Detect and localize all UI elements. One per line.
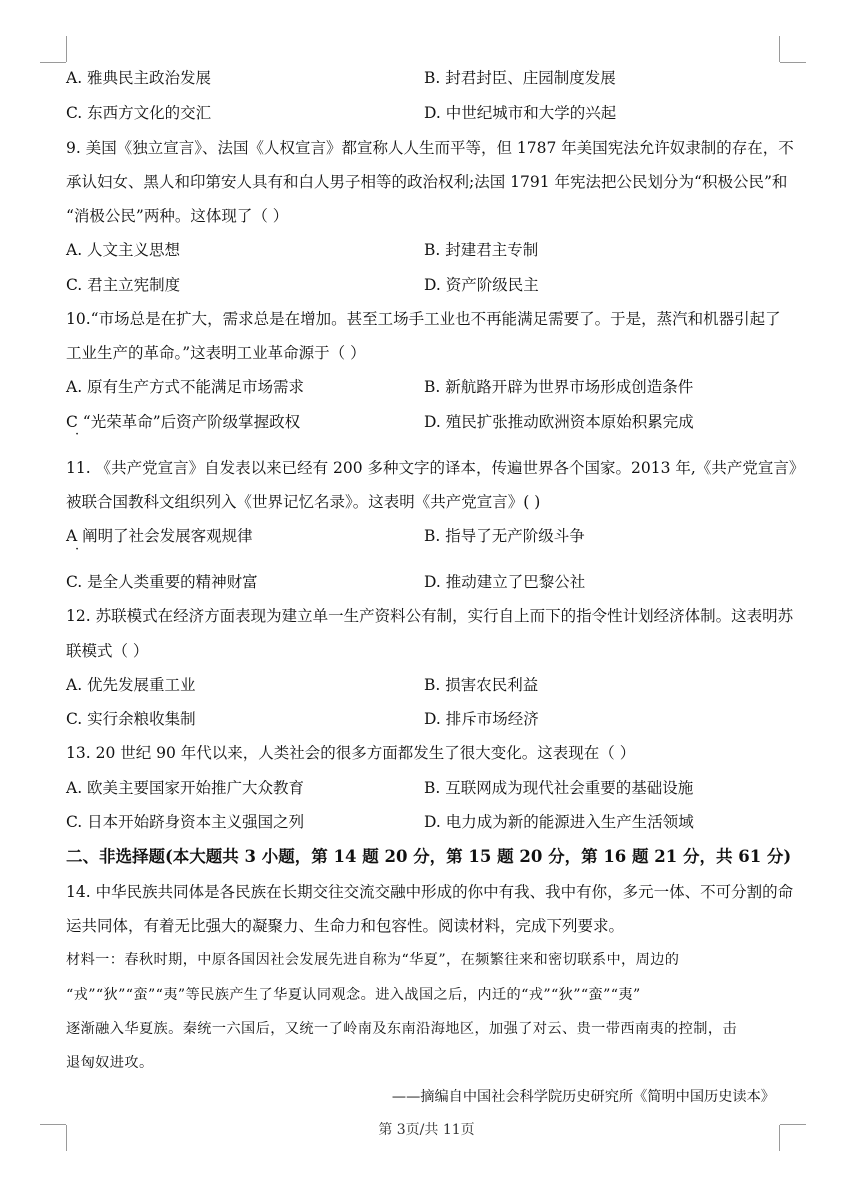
q12-option-d: D. 排斥市场经济 bbox=[424, 710, 539, 728]
q14-material-source: ——摘编自中国社会科学院历史研究所《简明中国历史读本》 bbox=[391, 1089, 775, 1105]
q12-option-b: B. 损害农民利益 bbox=[424, 676, 539, 694]
q10-stem-line-1: 10.“市场总是在扩大，需求总是在增加。甚至工场手工业也不再能满足需要了。于是，蒸汽和机器引起了 bbox=[66, 310, 781, 328]
q11-option-a: A 阐明了社会发展客观规律 bbox=[66, 527, 253, 545]
q11-stem-line-2: 被联合国教科文组织列入《世界记忆名录》。这表明《共产党宣言》( ) bbox=[66, 493, 541, 511]
q8-option-d: D. 中世纪城市和大学的兴起 bbox=[424, 104, 617, 122]
q8-option-b: B. 封君封臣、庄园制度发展 bbox=[424, 69, 616, 87]
q10-option-a: A. 原有生产方式不能满足市场需求 bbox=[66, 378, 305, 396]
q14-material-line-2: “戎”“狄”“蛮”“夷”等民族产生了华夏认同观念。进入战国之后，内迁的“戎”“狄”“蛮”“夷” bbox=[66, 987, 641, 1003]
crop-mark-top-right-v bbox=[779, 36, 780, 62]
q9-option-b: B. 封建君主专制 bbox=[424, 241, 539, 259]
q10-option-d: D. 殖民扩张推动欧洲资本原始积累完成 bbox=[424, 413, 694, 431]
crop-mark-top-left-v bbox=[66, 36, 67, 62]
section-2-heading: 二、非选择题(本大题共 3 小题，第 14 题 20 分，第 15 题 20 分，第 16 题 21 分，共 61 分) bbox=[66, 847, 792, 866]
q12-stem-line-1: 12. 苏联模式在经济方面表现为建立单一生产资料公有制，实行自上而下的指令性计划经济体制。这表明苏 bbox=[66, 607, 794, 625]
q13-option-c: C. 日本开始跻身资本主义强国之列 bbox=[66, 813, 305, 831]
q14-stem-line-2: 运共同体，有着无比强大的凝聚力、生命力和包容性。阅读材料，完成下列要求。 bbox=[66, 917, 625, 935]
q8-option-a: A. 雅典民主政治发展 bbox=[66, 69, 212, 87]
crop-mark-top-left-h bbox=[40, 62, 66, 63]
q14-stem-line-1: 14. 中华民族共同体是各民族在长期交往交流交融中形成的你中有我、我中有你，多元一体、不可分割的命 bbox=[66, 883, 794, 901]
q8-option-c: C. 东西方文化的交汇 bbox=[66, 104, 212, 122]
q10-option-b: B. 新航路开辟为世界市场形成创造条件 bbox=[424, 378, 694, 396]
q9-option-a: A. 人文主义思想 bbox=[66, 241, 181, 259]
q11-option-a-dot: · bbox=[75, 542, 80, 557]
q12-stem-line-2: 联模式（ ） bbox=[66, 642, 149, 660]
q10-option-c-dot: · bbox=[75, 427, 80, 442]
q11-option-d: D. 推动建立了巴黎公社 bbox=[424, 573, 586, 591]
q9-stem-line-3: “消极公民”两种。这体现了（ ） bbox=[66, 207, 289, 225]
q9-stem-line-1: 9. 美国《独立宣言》、法国《人权宣言》都宣称人人生而平等，但 1787 年美国宪法允许奴隶制的存在，不 bbox=[66, 139, 794, 157]
q13-stem-line-1: 13. 20 世纪 90 年代以来，人类社会的很多方面都发生了很大变化。这表现在（ ） bbox=[66, 744, 636, 762]
q11-stem-line-1: 11. 《共产党宣言》自发表以来已经有 200 多种文字的译本，传遍世界各个国家。2013 年,《共产党宣言》 bbox=[66, 459, 805, 477]
page-number: 第 3页/共 11页 bbox=[378, 1122, 475, 1138]
q12-option-c: C. 实行余粮收集制 bbox=[66, 710, 196, 728]
q11-option-c: C. 是全人类重要的精神财富 bbox=[66, 573, 258, 591]
q13-option-d: D. 电力成为新的能源进入生产生活领域 bbox=[424, 813, 694, 831]
q14-material-line-3: 逐渐融入华夏族。秦统一六国后，又统一了岭南及东南沿海地区，加强了对云、贵一带西南夷的控制，击 bbox=[66, 1021, 738, 1037]
q10-stem-line-2: 工业生产的革命。”这表明工业革命源于（ ） bbox=[66, 344, 366, 362]
q13-option-a: A. 欧美主要国家开始推广大众教育 bbox=[66, 779, 305, 797]
q14-material-line-1: 材料一：春秋时期，中原各国因社会发展先进自称为“华夏”，在频繁往来和密切联系中，周边的 bbox=[66, 952, 680, 968]
q13-option-b: B. 互联网成为现代社会重要的基础设施 bbox=[424, 779, 694, 797]
q9-option-d: D. 资产阶级民主 bbox=[424, 276, 539, 294]
q9-option-c: C. 君主立宪制度 bbox=[66, 276, 181, 294]
q12-option-a: A. 优先发展重工业 bbox=[66, 676, 196, 694]
q14-material-line-4: 退匈奴进攻。 bbox=[66, 1055, 154, 1071]
q9-stem-line-2: 承认妇女、黑人和印第安人具有和白人男子相等的政治权利;法国 1791 年宪法把公民划分为“积极公民”和 bbox=[66, 173, 788, 191]
crop-mark-top-right-h bbox=[780, 62, 806, 63]
q10-option-c: C “光荣革命”后资产阶级掌握政权 bbox=[66, 413, 301, 431]
q11-option-b: B. 指导了无产阶级斗争 bbox=[424, 527, 585, 545]
